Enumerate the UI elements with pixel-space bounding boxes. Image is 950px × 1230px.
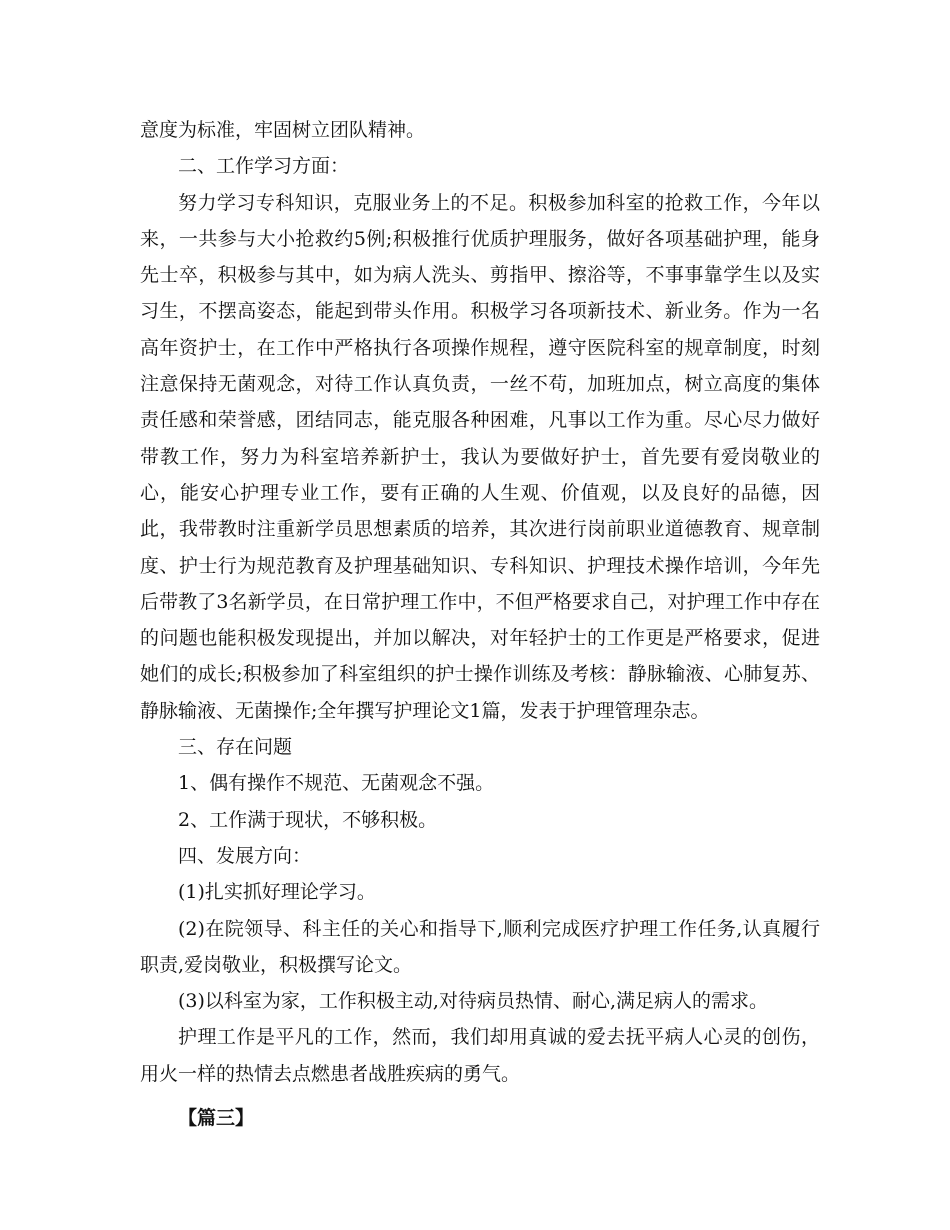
section-heading: 【篇三】 bbox=[178, 1107, 255, 1130]
paragraph-work-study-body: 努力学习专科知识，克服业务上的不足。积极参加科室的抢救工作，今年以来，一共参与大小抢救约5例;积极推行优质护理服务，做好各项基础护理，能身先士卒，积极参与其中，如为病人洗头、剪指甲、擦浴等，不事事靠学生以及实习生，不摆高姿态，能起到带头作用。积极学习各项新技术、新业务。作为一名高年资护士，在工作中严格执行各项操作规程，遵守医院科室的规章制度，时刻注意保持无菌观念，对待工作认真负责，一丝不苟，加班加点，树立高度的集体责任感和荣誉感，团结同志，能克服各种困难，凡事以工作为重。尽心尽力做好带教工作，努力为科室培养新护士，我认为要做好护士，首先要有爱岗敬业的心，能安心护理专业工作，要有正确的人生观、价值观，以及良好的品德，因此，我带教时注重新学员思想素质的培养，其次进行岗前职业道德教育、规章制度、护士行为规范教育及护理基础知识、专科知识、护理技术操作培训，今年先后带教了3名新学员，在日常护理工作中，不但严格要求自己，对护理工作中存在的问题也能积极发现提出，并加以解决，对年轻护士的工作更是严格要求，促进她们的成长;积极参加了科室组织的护士操作训练及考核：静脉输液、心肺复苏、静脉输液、无菌操作;全年撰写护理论文1篇，发表于护理管理杂志。 bbox=[140, 191, 820, 722]
paragraph-conclusion: 护理工作是平凡的工作，然而，我们却用真诚的爱去抚平病人心灵的创伤，用火一样的热情去点燃患者战胜疾病的勇气。 bbox=[140, 1026, 820, 1085]
list-item-direction-1: (1)扎实抓好理论学习。 bbox=[178, 881, 376, 904]
document-body bbox=[140, 112, 820, 1136]
heading-problems: 三、存在问题 bbox=[178, 736, 293, 759]
list-item-problem-2: 2、工作满于现状，不够积极。 bbox=[178, 808, 438, 831]
heading-work-study: 二、工作学习方面： bbox=[178, 155, 350, 178]
list-item-direction-2: (2)在院领导、科主任的关心和指导下,顺利完成医疗护理工作任务,认真履行职责,爱岗敬业，积极撰写论文。 bbox=[140, 917, 820, 976]
list-item-direction-3: (3)以科室为家，工作积极主动,对待病员热情、耐心,满足病人的需求。 bbox=[178, 990, 768, 1013]
heading-direction: 四、发展方向： bbox=[178, 844, 312, 867]
list-item-problem-1: 1、偶有操作不规范、无菌观念不强。 bbox=[178, 772, 495, 795]
paragraph-closing-line: 意度为标准，牢固树立团队精神。 bbox=[140, 119, 426, 141]
